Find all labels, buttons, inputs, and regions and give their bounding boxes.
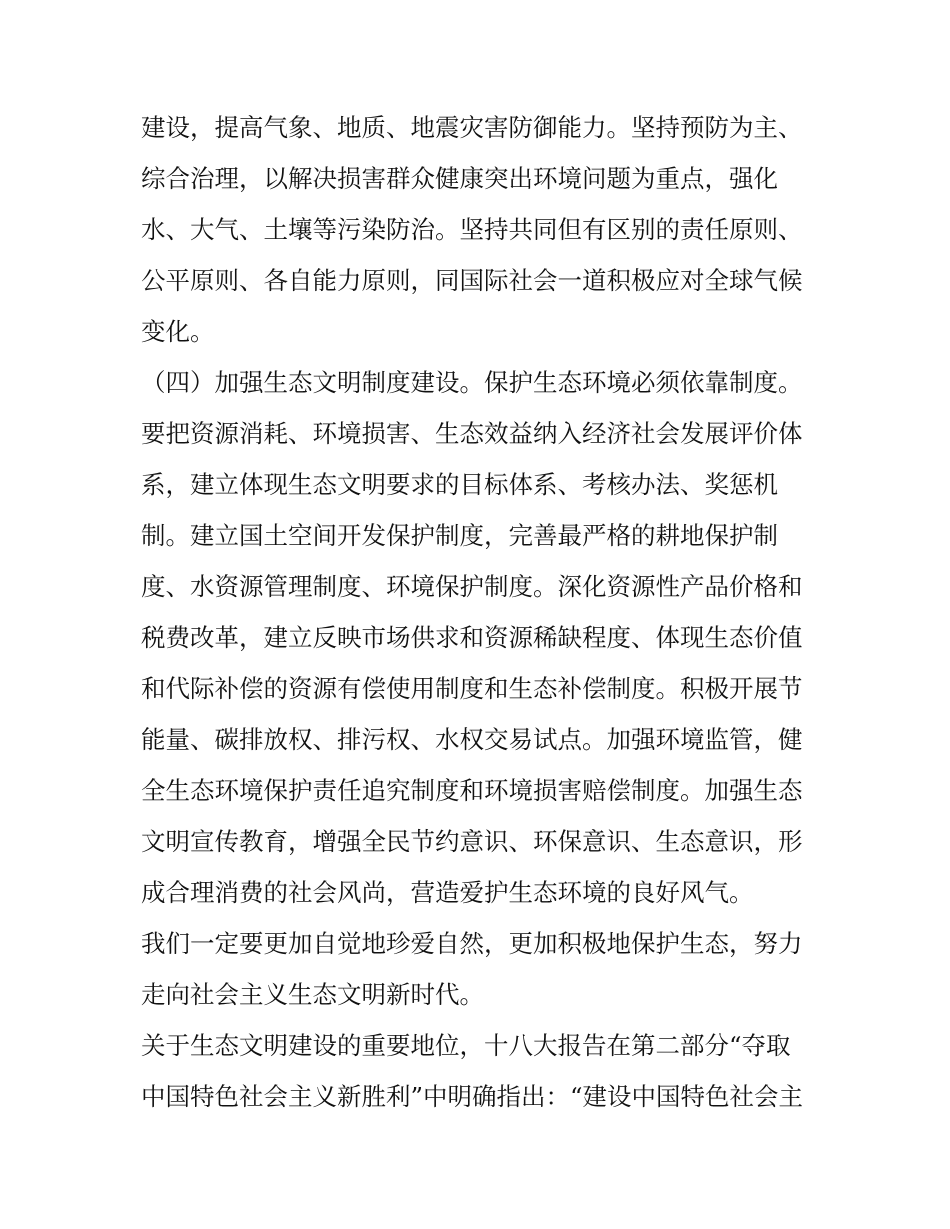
text-line: 我们一定要更加自觉地珍爱自然，更加积极地保护生态，努力 xyxy=(141,929,803,958)
text-line: 税费改革，建立反映市场供求和资源稀缺程度、体现生态价值 xyxy=(141,623,803,652)
text-line: 水、大气、土壤等污染防治。坚持共同但有区别的责任原则、 xyxy=(141,215,803,244)
text-line: 公平原则、各自能力原则，同国际社会一道积极应对全球气候 xyxy=(141,266,803,295)
text-line: 度、水资源管理制度、环境保护制度。深化资源性产品价格和 xyxy=(141,572,803,601)
text-line: 变化。 xyxy=(141,317,215,346)
text-line: 和代际补偿的资源有偿使用制度和生态补偿制度。积极开展节 xyxy=(141,674,803,703)
text-line: 系，建立体现生态文明要求的目标体系、考核办法、奖惩机 xyxy=(141,470,778,499)
text-line: 综合治理，以解决损害群众健康突出环境问题为重点，强化 xyxy=(141,164,778,193)
text-line: 文明宣传教育，增强全民节约意识、环保意识、生态意识，形 xyxy=(141,827,803,856)
text-line: 制。建立国土空间开发保护制度，完善最严格的耕地保护制 xyxy=(141,521,778,550)
text-line: 建设，提高气象、地质、地震灾害防御能力。坚持预防为主、 xyxy=(141,113,803,142)
text-line: 全生态环境保护责任追究制度和环境损害赔偿制度。加强生态 xyxy=(141,776,803,805)
section-heading-line: （四）加强生态文明制度建设。保护生态环境必须依靠制度。 xyxy=(141,368,803,397)
text-line: 要把资源消耗、环境损害、生态效益纳入经济社会发展评价体 xyxy=(141,419,803,448)
text-line: 能量、碳排放权、排污权、水权交易试点。加强环境监管，健 xyxy=(141,725,803,754)
text-line: 关于生态文明建设的重要地位，十八大报告在第二部分“夺取 xyxy=(141,1031,791,1060)
text-line: 中国特色社会主义新胜利”中明确指出：“建设中国特色社会主 xyxy=(141,1082,804,1111)
text-line: 成合理消费的社会风尚，营造爱护生态环境的良好风气。 xyxy=(141,878,754,907)
text-line: 走向社会主义生态文明新时代。 xyxy=(141,980,484,1009)
document-body xyxy=(141,102,821,1122)
